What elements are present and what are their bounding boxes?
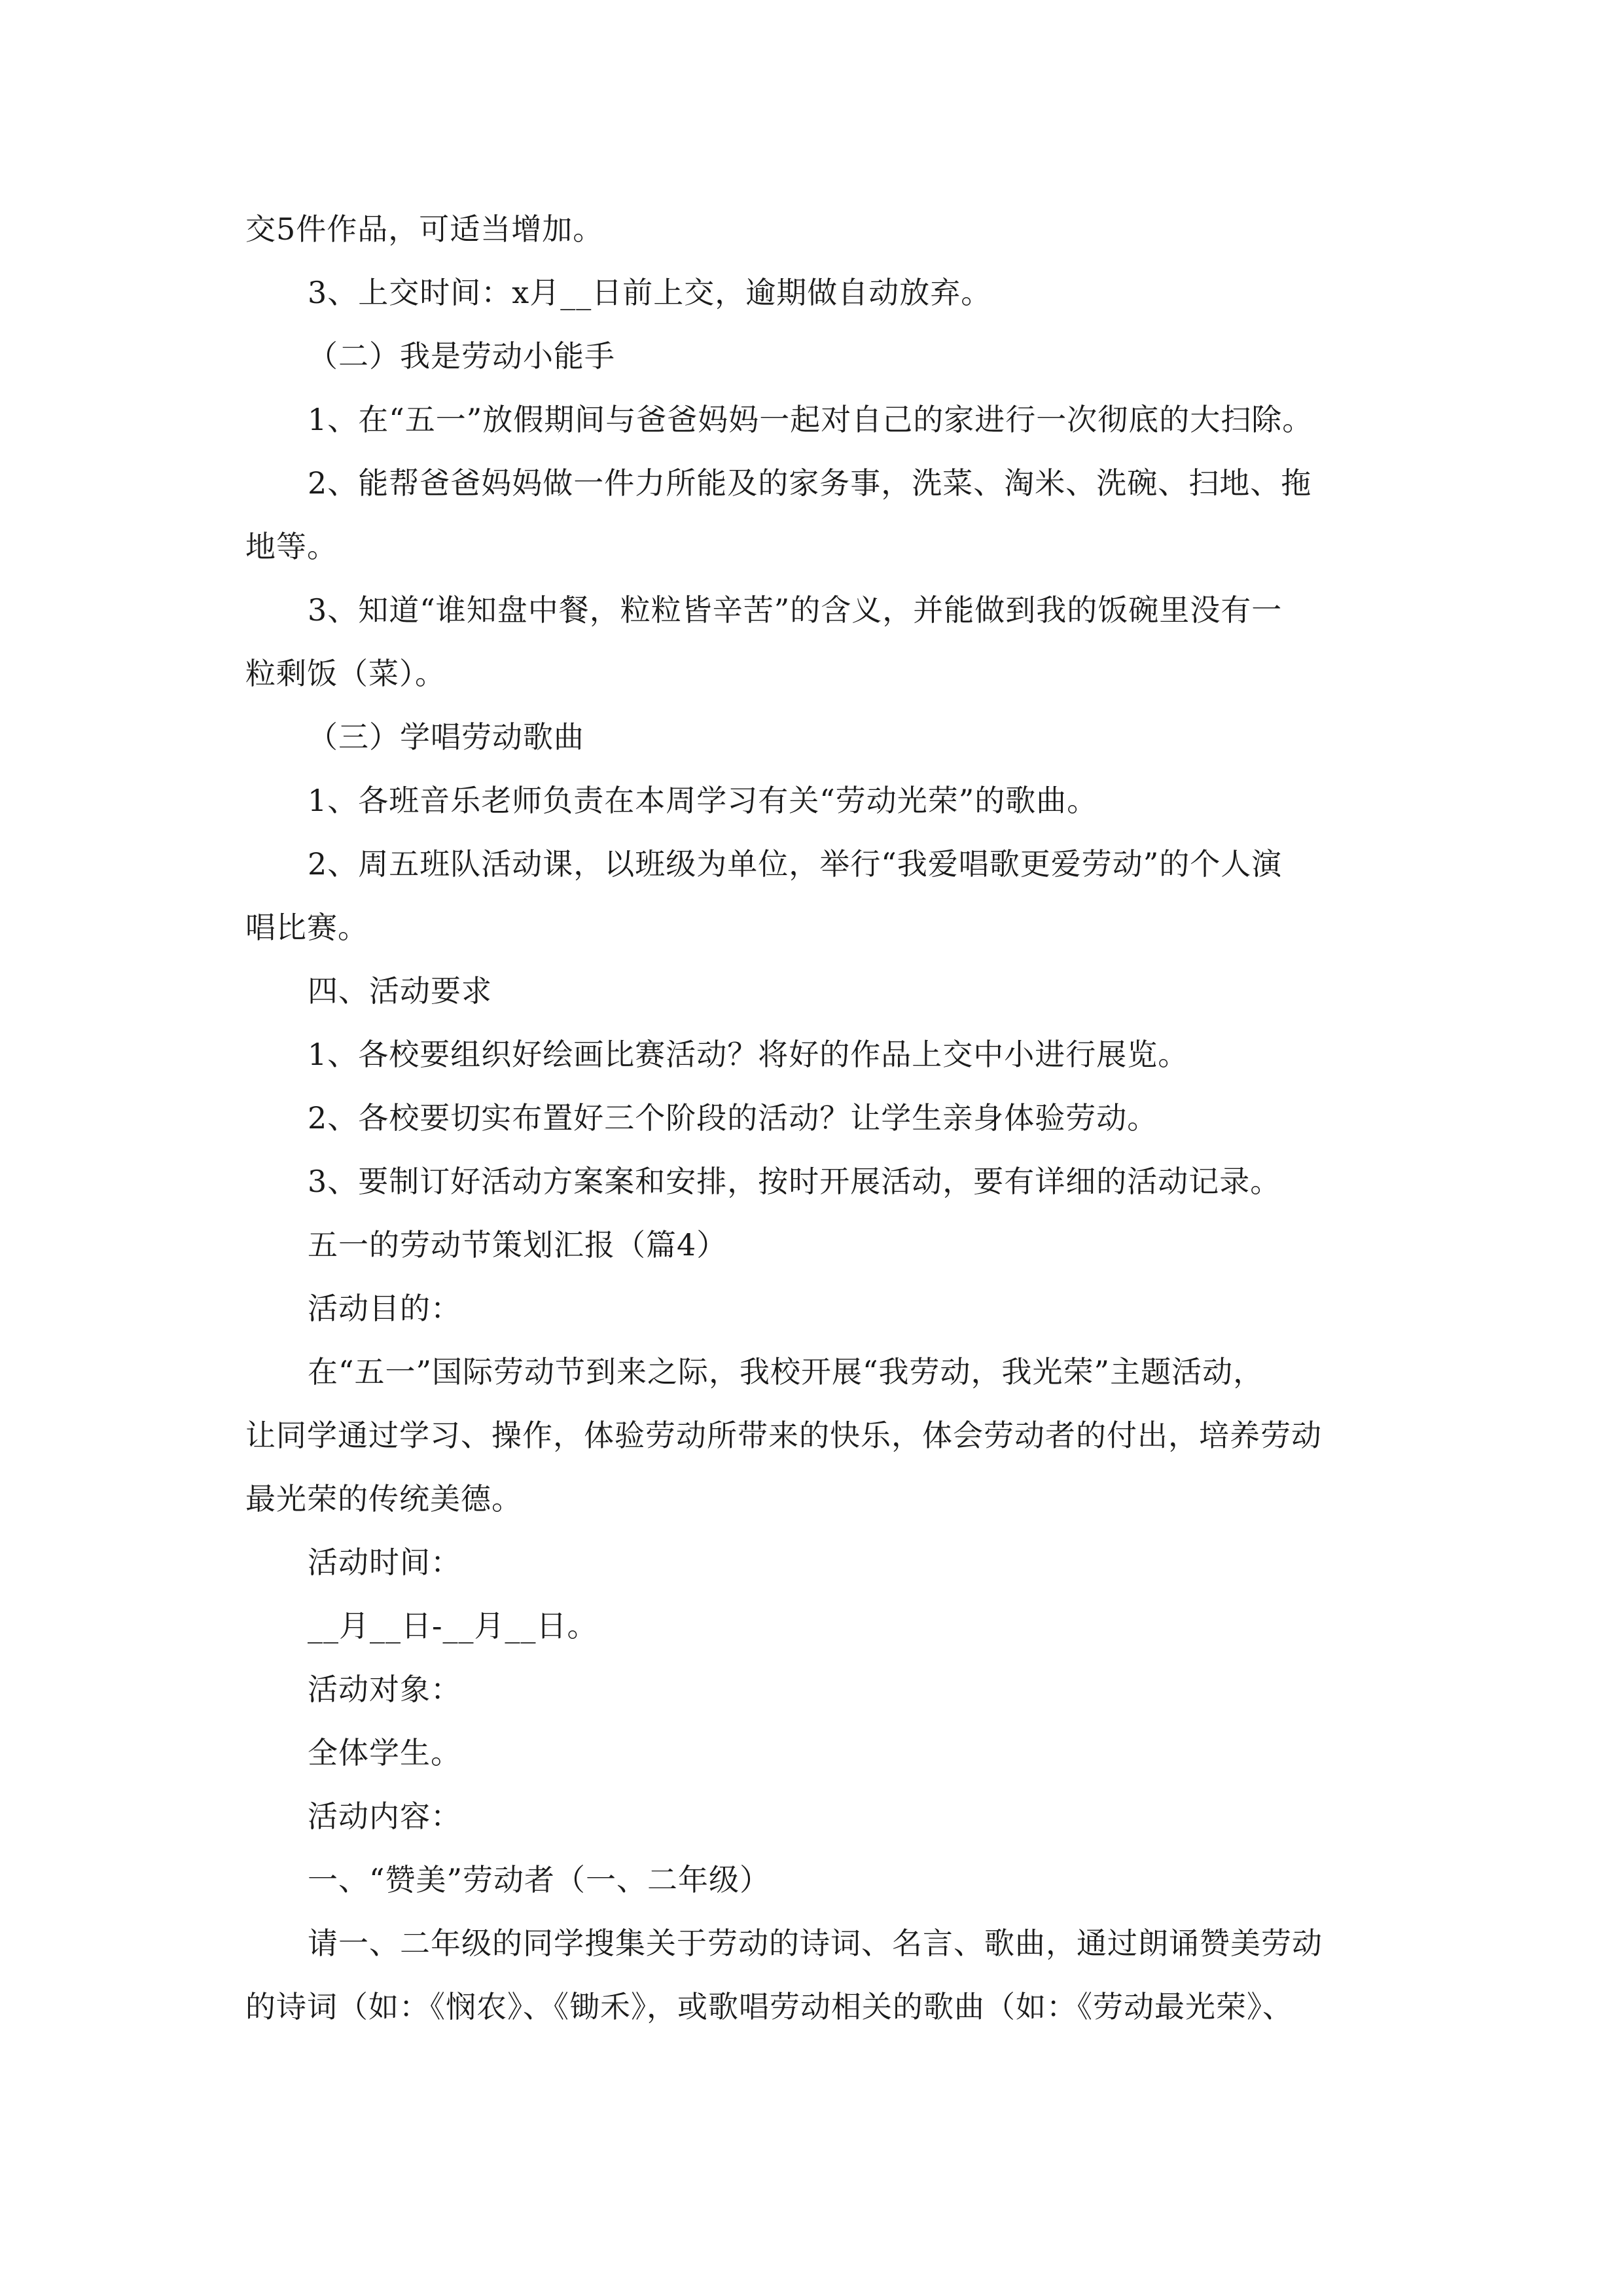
text-line: 2、周五班队活动课，以班级为单位，举行“我爱唱歌更爱劳动”的个人演 bbox=[308, 846, 1283, 882]
text-line: 2、能帮爸爸妈妈做一件力所能及的家务事，洗菜、淘米、洗碗、扫地、拖 bbox=[308, 465, 1312, 501]
text-line: 1、各校要组织好绘画比赛活动？将好的作品上交中小进行展览。 bbox=[308, 1037, 1189, 1072]
text-line: 全体学生。 bbox=[308, 1735, 461, 1770]
text-line: 最光荣的传统美德。 bbox=[245, 1481, 522, 1516]
text-line: 1、各班音乐老师负责在本周学习有关“劳动光荣”的歌曲。 bbox=[308, 783, 1098, 818]
text-line: 在“五一”国际劳动节到来之际，我校开展“我劳动，我光荣”主题活动， bbox=[308, 1354, 1264, 1390]
text-line: 2、各校要切实布置好三个阶段的活动？让学生亲身体验劳动。 bbox=[308, 1100, 1158, 1136]
section-heading: （三）学唱劳动歌曲 bbox=[308, 719, 584, 755]
text-line: __月__日-__月__日。 bbox=[308, 1608, 598, 1643]
text-line: 3、知道“谁知盘中餐，粒粒皆辛苦”的含义，并能做到我的饭碗里没有一 bbox=[308, 592, 1283, 628]
text-line: 3、上交时间：x月__日前上交，逾期做自动放弃。 bbox=[308, 275, 992, 310]
text-line: 3、要制订好活动方案案和安排，按时开展活动，要有详细的活动记录。 bbox=[308, 1164, 1281, 1199]
article-title: 五一的劳动节策划汇报（篇4） bbox=[308, 1227, 728, 1263]
text-line: 唱比赛。 bbox=[245, 910, 368, 945]
text-line: 交5件作品，可适当增加。 bbox=[245, 211, 604, 247]
section-heading: 一、“赞美”劳动者（一、二年级） bbox=[308, 1862, 771, 1897]
section-heading: 四、活动要求 bbox=[308, 973, 492, 1009]
text-line: 请一、二年级的同学搜集关于劳动的诗词、名言、歌曲，通过朗诵赞美劳动 bbox=[308, 1926, 1323, 1961]
text-line: 活动目的： bbox=[308, 1291, 461, 1326]
text-line: 1、在“五一”放假期间与爸爸妈妈一起对自己的家进行一次彻底的大扫除。 bbox=[308, 402, 1313, 437]
text-line: 活动对象： bbox=[308, 1672, 461, 1707]
text-line: 活动内容： bbox=[308, 1799, 461, 1834]
text-line: 让同学通过学习、操作，体验劳动所带来的快乐，体会劳动者的付出，培养劳动 bbox=[245, 1418, 1322, 1453]
text-line: 地等。 bbox=[245, 529, 338, 564]
section-heading: （二）我是劳动小能手 bbox=[308, 338, 615, 374]
text-line: 活动时间： bbox=[308, 1545, 461, 1580]
text-line: 粒剩饭（菜）。 bbox=[245, 656, 446, 691]
text-line: 的诗词（如：《悯农》、《锄禾》，或歌唱劳动相关的歌曲（如：《劳动最光荣》、 bbox=[245, 1989, 1293, 2024]
